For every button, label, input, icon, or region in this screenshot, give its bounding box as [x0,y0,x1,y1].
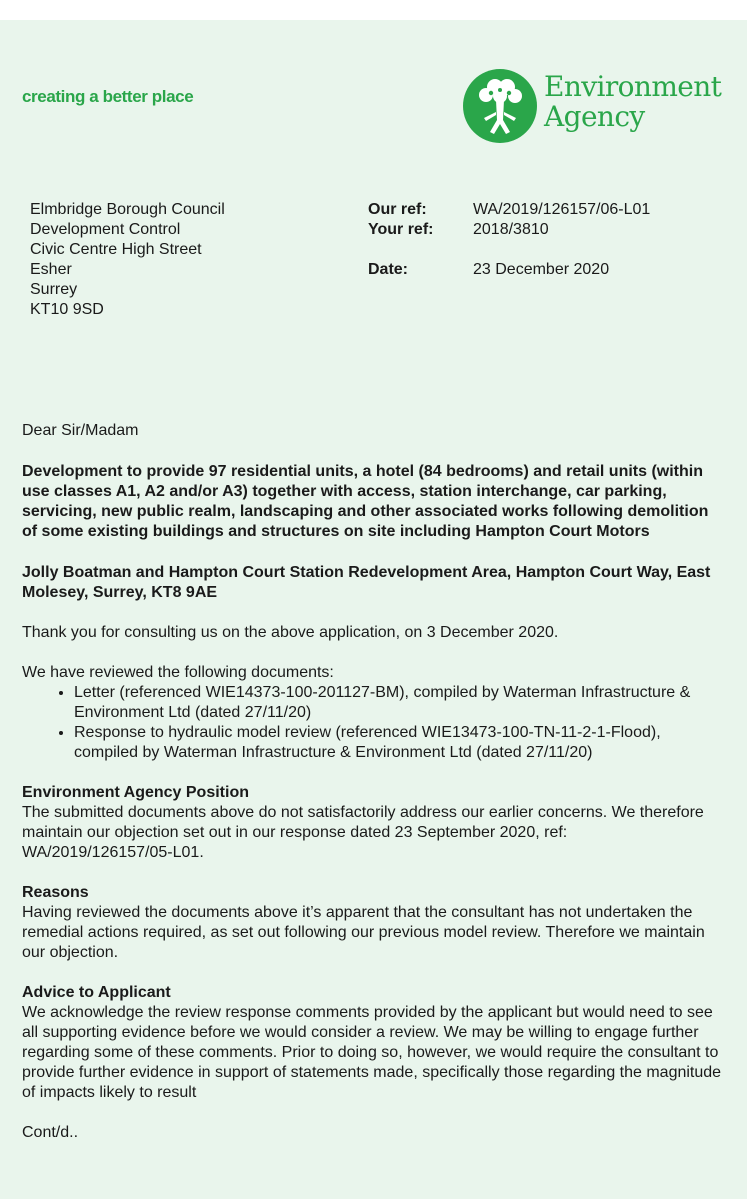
reference-block [368,200,650,280]
our-ref-value: WA/2019/126157/06-L01 [473,201,651,218]
your-ref-label: Your ref: [368,221,434,238]
list-item: • Response to hydraulic model review (referenced WIE13473-100-TN-11-2-1-Flood), compiled by Waterman Infrastructure & Environment Ltd (dated 27/11/20) [74,723,722,763]
address-line: Surrey [30,281,78,298]
tree-logo-icon [462,68,538,144]
advice-paragraph: We acknowledge the review response comments provided by the applicant but would need to see all supporting evidence before we would consider a review. We may be willing to engage further regarding some of these comments. Prior to doing so, however, we would require the consultant to provide further evidence in support of statements made, specifically those regarding the magnitude of impacts likely to result [22,1004,722,1101]
your-ref-row [368,220,650,240]
thanks-paragraph: Thank you for consulting us on the above application, on 3 December 2020. [22,624,559,641]
address-line: KT10 9SD [30,301,104,318]
salutation: Dear Sir/Madam [22,422,139,439]
date-row [368,260,650,280]
recipient-address [30,200,225,320]
environment-agency-logo [462,68,732,144]
address-line: Development Control [30,221,181,238]
reasons-paragraph: Having reviewed the documents above it’s apparent that the consultant has not undertaken the remedial actions required, as set out following our previous model review. Therefore we maintain our objection. [22,904,705,961]
position-heading: Environment Agency Position [22,784,249,801]
date-label: Date: [368,261,409,278]
slogan: creating a better place [22,87,194,106]
letter-page [0,20,747,1199]
date-value: 23 December 2020 [473,261,610,278]
advice-heading: Advice to Applicant [22,984,171,1001]
position-paragraph: The submitted documents above do not satisfactorily address our earlier concerns. We therefore maintain our objection set out in our response dated 23 September 2020, ref: WA/2019/126157/05-L01. [22,804,704,861]
your-ref-value: 2018/3810 [473,221,549,238]
logo-wordmark [544,72,721,132]
logo-line-1: Environment [544,70,722,103]
reasons-heading: Reasons [22,884,89,901]
letter-body [22,421,722,1143]
address-line: Esher [30,261,72,278]
address-line: Elmbridge Borough Council [30,201,225,218]
address-line: Civic Centre High Street [30,241,202,258]
our-ref-label: Our ref: [368,201,427,218]
our-ref-row [368,200,650,220]
logo-line-2: Agency [544,100,645,133]
continued-note: Cont/d.. [22,1124,79,1141]
reviewed-intro: We have reviewed the following documents: [22,664,334,681]
site-address: Jolly Boatman and Hampton Court Station Redevelopment Area, Hampton Court Way, East Molesey, Surrey, KT8 9AE [22,564,711,601]
subject-heading: Development to provide 97 residential units, a hotel (84 bedrooms) and retail units (within use classes A1, A2 and/or A3) together with access, station interchange, car parking, servicing, new public realm, landscaping and other associated works following demolition of some existing buildings and structures on site including Hampton Court Motors [22,463,709,540]
document-list [22,683,722,763]
list-item: • Letter (referenced WIE14373-100-201127-BM), compiled by Waterman Infrastructure & Environment Ltd (dated 27/11/20) [74,683,722,723]
